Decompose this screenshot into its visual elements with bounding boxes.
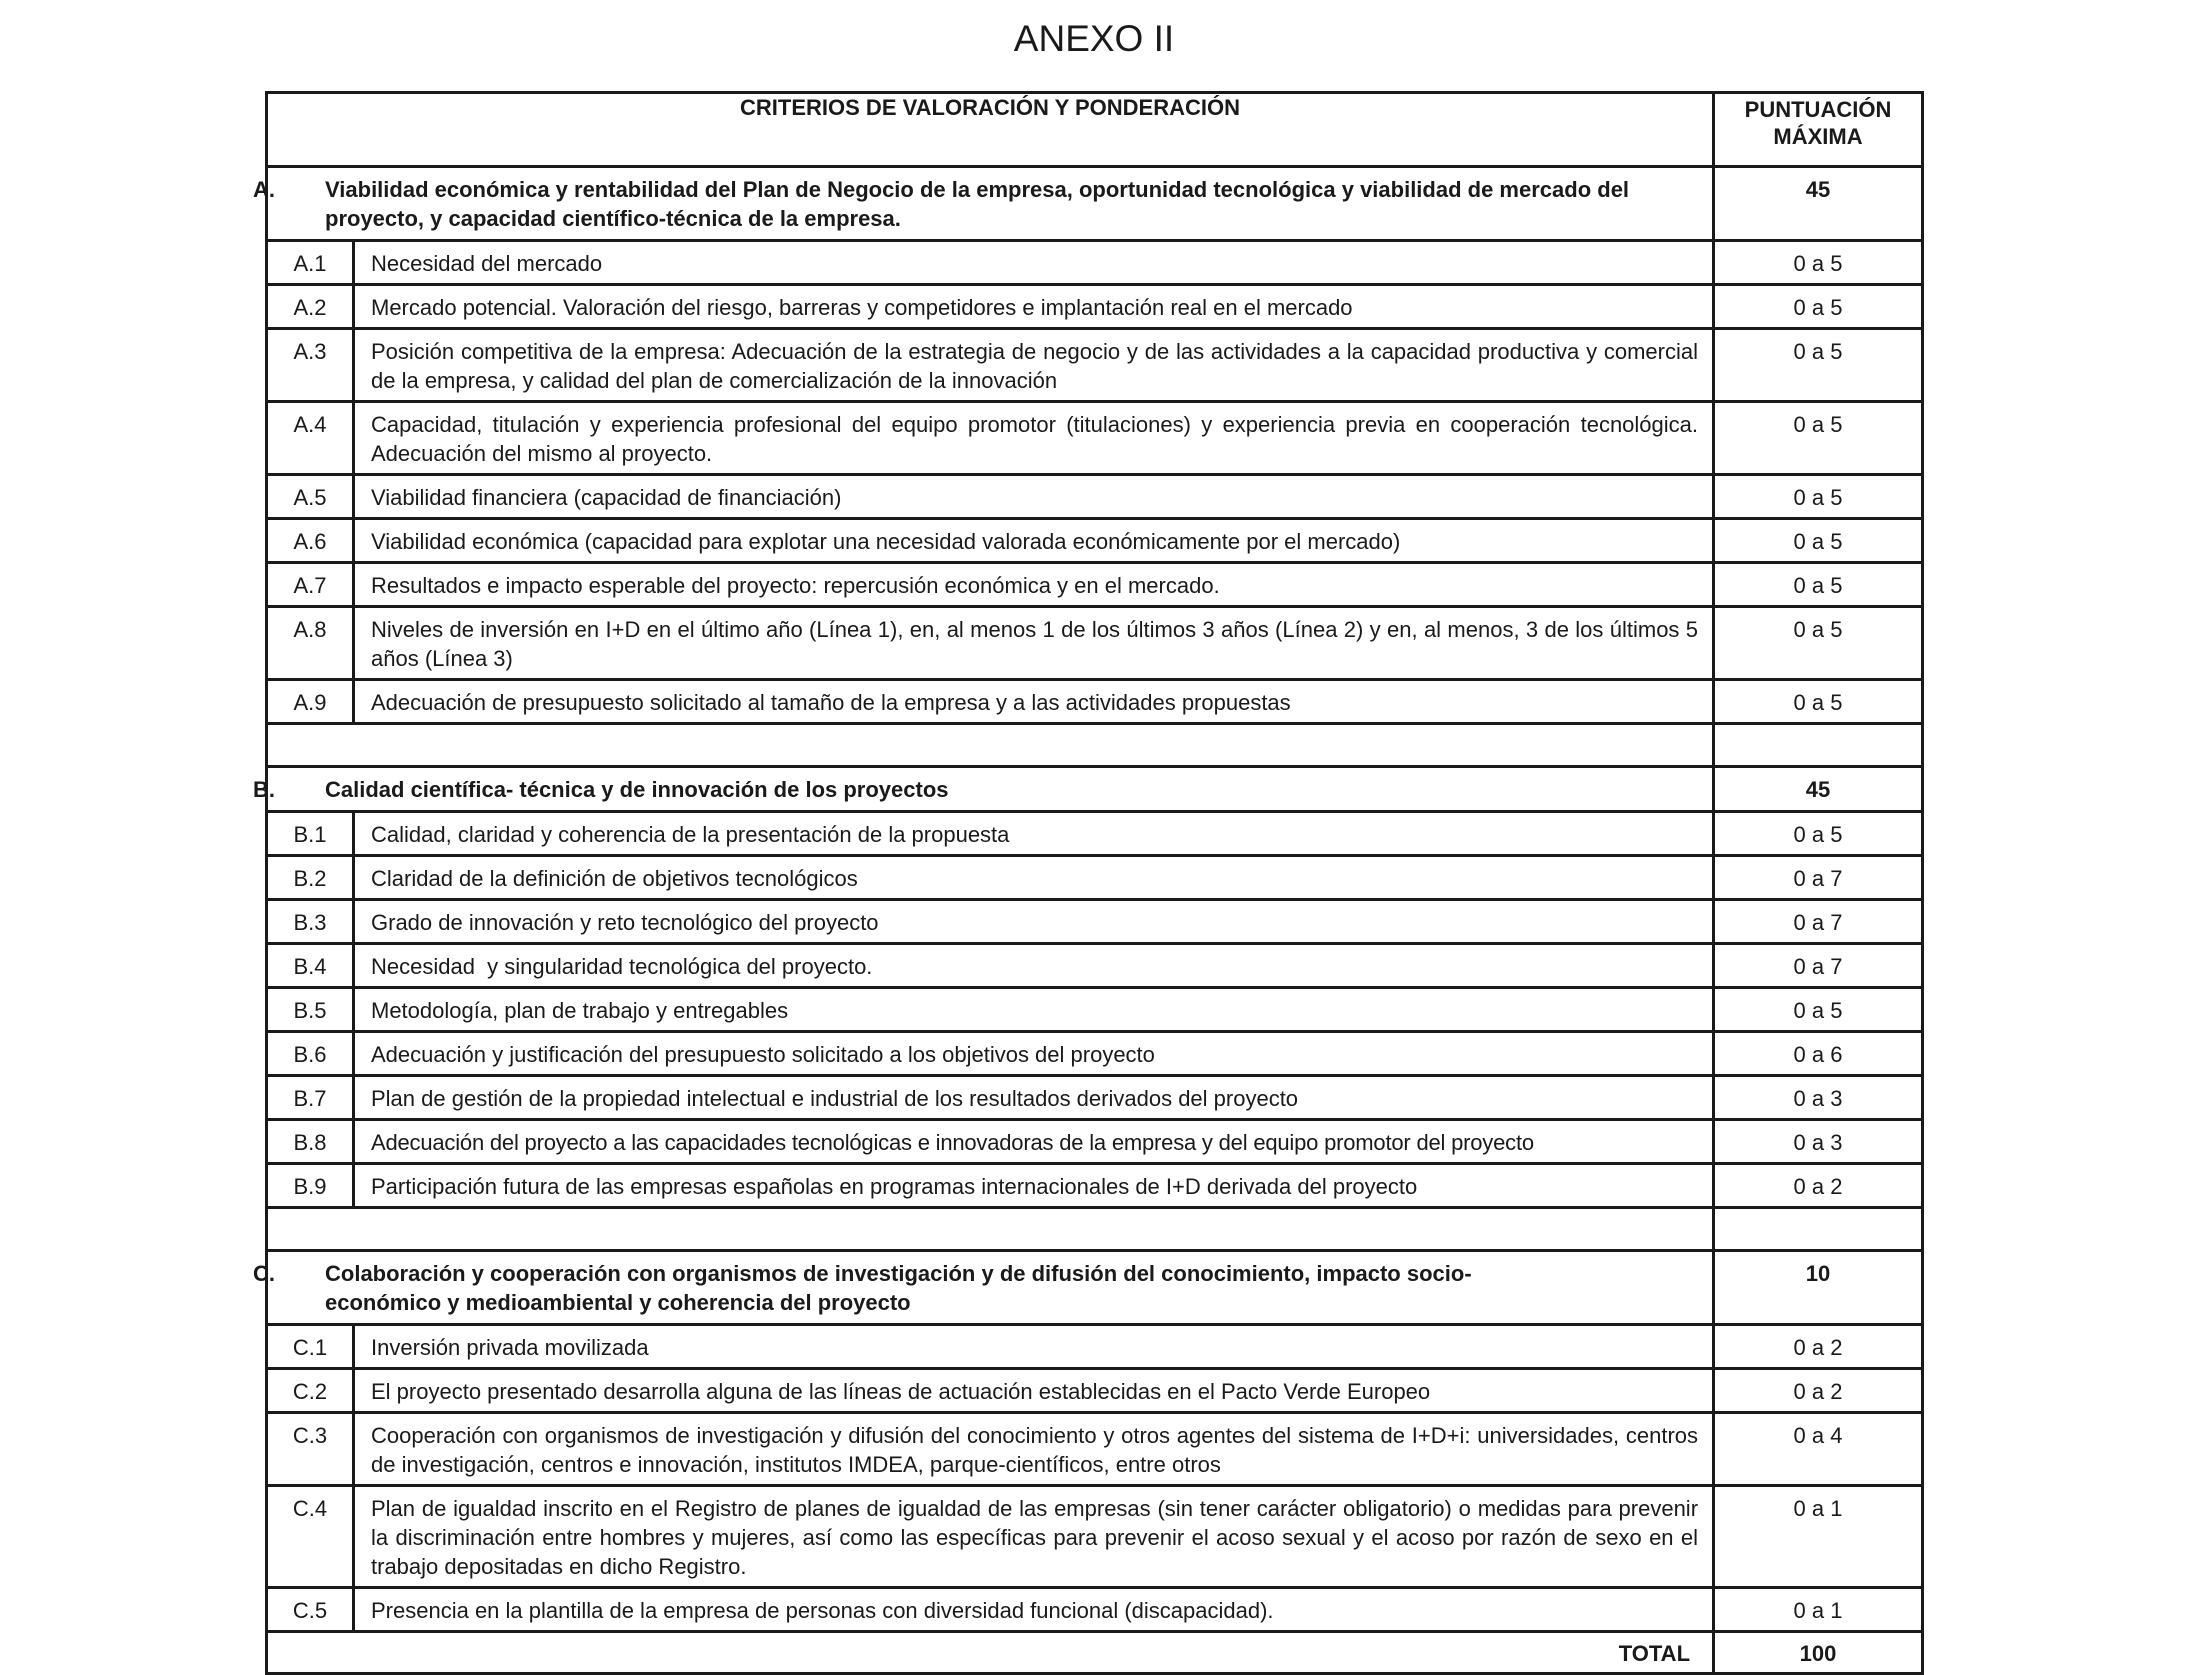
- table-row: [267, 285, 1923, 329]
- table-row: [267, 812, 1923, 856]
- criterion-code: A.6: [267, 519, 354, 563]
- criterion-code: C.1: [267, 1325, 354, 1369]
- table-row: [267, 1076, 1923, 1120]
- total-row: [267, 1632, 1923, 1674]
- spacer-cell: [267, 724, 1714, 767]
- table-row: [267, 607, 1923, 680]
- criterion-code: A.4: [267, 402, 354, 475]
- criterion-points: 0 a 5: [1714, 519, 1923, 563]
- section-points: 10: [1714, 1251, 1923, 1325]
- total-points: 100: [1714, 1632, 1923, 1674]
- criterion-code: B.3: [267, 900, 354, 944]
- table-row: [267, 563, 1923, 607]
- criterion-points: 0 a 2: [1714, 1369, 1923, 1413]
- criterion-points: 0 a 5: [1714, 402, 1923, 475]
- criterion-text: Metodología, plan de trabajo y entregables: [354, 988, 1714, 1032]
- section-points: 45: [1714, 167, 1923, 241]
- spacer-cell: [1714, 724, 1923, 767]
- criterion-points: 0 a 1: [1714, 1588, 1923, 1632]
- criterion-text: Plan de gestión de la propiedad intelectual e industrial de los resultados derivados del proyecto: [354, 1076, 1714, 1120]
- criterion-text: Presencia en la plantilla de la empresa de personas con diversidad funcional (discapacidad).: [354, 1588, 1714, 1632]
- criterion-code: C.5: [267, 1588, 354, 1632]
- criterion-text: El proyecto presentado desarrolla alguna de las líneas de actuación establecidas en el Pacto Verde Europeo: [354, 1369, 1714, 1413]
- table-row: [267, 1120, 1923, 1164]
- criterion-code: A.3: [267, 329, 354, 402]
- criterion-code: B.9: [267, 1164, 354, 1208]
- criterion-code: B.8: [267, 1120, 354, 1164]
- table-row: [267, 944, 1923, 988]
- spacer-row: [267, 724, 1923, 767]
- table-row: [267, 1032, 1923, 1076]
- criterion-text: Posición competitiva de la empresa: Adecuación de la estrategia de negocio y de las actividades a la capacidad productiva y comercial de la empresa, y calidad del plan de comercialización de la innovación: [354, 329, 1714, 402]
- section-header-row-b: [267, 767, 1923, 812]
- criterion-code: A.9: [267, 680, 354, 724]
- section-letter: B.: [253, 777, 275, 802]
- section-title: Colaboración y cooperación con organismos de investigación y de difusión del conocimiento, impacto socio-económico y medioambiental y coherencia del proyecto: [325, 1261, 1472, 1315]
- criteria-column-header: CRITERIOS DE VALORACIÓN Y PONDERACIÓN: [267, 93, 1714, 167]
- criterion-text: Grado de innovación y reto tecnológico del proyecto: [354, 900, 1714, 944]
- criterion-code: B.2: [267, 856, 354, 900]
- points-header-line1: PUNTUACIÓN: [1744, 97, 1892, 122]
- criterion-points: 0 a 5: [1714, 988, 1923, 1032]
- criterion-points: 0 a 4: [1714, 1413, 1923, 1486]
- criterion-text: Adecuación de presupuesto solicitado al tamaño de la empresa y a las actividades propuestas: [354, 680, 1714, 724]
- criteria-table: [253, 91, 1924, 1675]
- criterion-code: B.6: [267, 1032, 354, 1076]
- criterion-text: Adecuación y justificación del presupuesto solicitado a los objetivos del proyecto: [354, 1032, 1714, 1076]
- criterion-points: 0 a 5: [1714, 607, 1923, 680]
- criterion-points: 0 a 5: [1714, 812, 1923, 856]
- section-letter: A.: [253, 177, 275, 202]
- criterion-code: B.5: [267, 988, 354, 1032]
- table-row: [267, 1164, 1923, 1208]
- criterion-code: A.5: [267, 475, 354, 519]
- criterion-text: Necesidad del mercado: [354, 241, 1714, 285]
- criterion-points: 0 a 5: [1714, 241, 1923, 285]
- criterion-points: 0 a 5: [1714, 680, 1923, 724]
- spacer-cell: [267, 1208, 1714, 1251]
- criterion-text: Resultados e impacto esperable del proyecto: repercusión económica y en el mercado.: [354, 563, 1714, 607]
- section-title: Calidad científica- técnica y de innovación de los proyectos: [325, 777, 949, 802]
- table-row: [267, 856, 1923, 900]
- criterion-text: Participación futura de las empresas españolas en programas internacionales de I+D derivada del proyecto: [354, 1164, 1714, 1208]
- criterion-points: 0 a 5: [1714, 285, 1923, 329]
- section-c-title-cell: [253, 1251, 1714, 1325]
- criterion-code: A.2: [267, 285, 354, 329]
- criterion-points: 0 a 1: [1714, 1486, 1923, 1588]
- criterion-text: Viabilidad económica (capacidad para explotar una necesidad valorada económicamente por el mercado): [354, 519, 1714, 563]
- table-row: [267, 988, 1923, 1032]
- points-column-header: [1714, 93, 1923, 167]
- criterion-text: Niveles de inversión en I+D en el último año (Línea 1), en, al menos 1 de los últimos 3 años (Línea 2) y en, al menos, 3 de los últimos 5 años (Línea 3): [354, 607, 1714, 680]
- criterion-points: 0 a 6: [1714, 1032, 1923, 1076]
- criterion-points: 0 a 2: [1714, 1325, 1923, 1369]
- criterion-text: Claridad de la definición de objetivos tecnológicos: [354, 856, 1714, 900]
- table-row: [267, 241, 1923, 285]
- criterion-text: Inversión privada movilizada: [354, 1325, 1714, 1369]
- table-row: [267, 475, 1923, 519]
- criterion-points: 0 a 2: [1714, 1164, 1923, 1208]
- table-row: [267, 519, 1923, 563]
- criterion-points: 0 a 5: [1714, 563, 1923, 607]
- criterion-code: A.7: [267, 563, 354, 607]
- section-header-row-c: [267, 1251, 1923, 1325]
- section-b-title-cell: [253, 767, 1714, 812]
- table-row: [267, 1486, 1923, 1588]
- section-header-row-a: [267, 167, 1923, 241]
- section-letter: C.: [253, 1261, 275, 1286]
- table-row: [267, 329, 1923, 402]
- criterion-points: 0 a 7: [1714, 856, 1923, 900]
- table-row: [267, 402, 1923, 475]
- criterion-text: Plan de igualdad inscrito en el Registro de planes de igualdad de las empresas (sin tener carácter obligatorio) o medidas para prevenir la discriminación entre hombres y mujeres, así como las específicas para prevenir el acoso sexual y el acoso por razón de sexo en el trabajo depositadas en dicho Registro.: [354, 1486, 1714, 1588]
- table-row: [267, 900, 1923, 944]
- criterion-code: C.2: [267, 1369, 354, 1413]
- criterion-text: Mercado potencial. Valoración del riesgo, barreras y competidores e implantación real en el mercado: [354, 285, 1714, 329]
- section-points: 45: [1714, 767, 1923, 812]
- criterion-code: B.7: [267, 1076, 354, 1120]
- document-title: ANEXO II: [1013, 18, 1175, 59]
- criterion-text: Calidad, claridad y coherencia de la presentación de la propuesta: [354, 812, 1714, 856]
- criterion-points: 0 a 5: [1714, 329, 1923, 402]
- criterion-code: A.8: [267, 607, 354, 680]
- table-row: [267, 1325, 1923, 1369]
- criterion-points: 0 a 3: [1714, 1076, 1923, 1120]
- table-row: [267, 1588, 1923, 1632]
- table-row: [267, 680, 1923, 724]
- criterion-points: 0 a 3: [1714, 1120, 1923, 1164]
- table-row: [267, 1369, 1923, 1413]
- criterion-text: Viabilidad financiera (capacidad de financiación): [354, 475, 1714, 519]
- section-a-title-cell: [253, 167, 1714, 241]
- criterion-text: Necesidad y singularidad tecnológica del proyecto.: [354, 944, 1714, 988]
- section-title: Viabilidad económica y rentabilidad del Plan de Negocio de la empresa, oportunidad tecnológica y viabilidad de mercado del proyecto, y capacidad científico-técnica de la empresa.: [325, 177, 1630, 231]
- criterion-text: Capacidad, titulación y experiencia profesional del equipo promotor (titulaciones) y experiencia previa en cooperación tecnológica. Adecuación del mismo al proyecto.: [354, 402, 1714, 475]
- criterion-code: B.1: [267, 812, 354, 856]
- criterion-points: 0 a 5: [1714, 475, 1923, 519]
- criterion-code: B.4: [267, 944, 354, 988]
- criterion-text: Adecuación del proyecto a las capacidades tecnológicas e innovadoras de la empresa y del equipo promotor del proyecto: [354, 1120, 1714, 1164]
- table-row: [267, 1413, 1923, 1486]
- criterion-points: 0 a 7: [1714, 944, 1923, 988]
- criterion-code: A.1: [267, 241, 354, 285]
- table-header-row: [267, 93, 1923, 167]
- spacer-cell: [1714, 1208, 1923, 1251]
- criterion-code: C.3: [267, 1413, 354, 1486]
- criterion-code: C.4: [267, 1486, 354, 1588]
- criterion-text: Cooperación con organismos de investigación y difusión del conocimiento y otros agentes del sistema de I+D+i: universidades, centros de investigación, centros e innovación, institutos IMDEA, parque-científicos, entre otros: [354, 1413, 1714, 1486]
- total-label: TOTAL: [267, 1632, 1714, 1674]
- criterion-points: 0 a 7: [1714, 900, 1923, 944]
- points-header-line2: MÁXIMA: [1773, 124, 1863, 149]
- spacer-row: [267, 1208, 1923, 1251]
